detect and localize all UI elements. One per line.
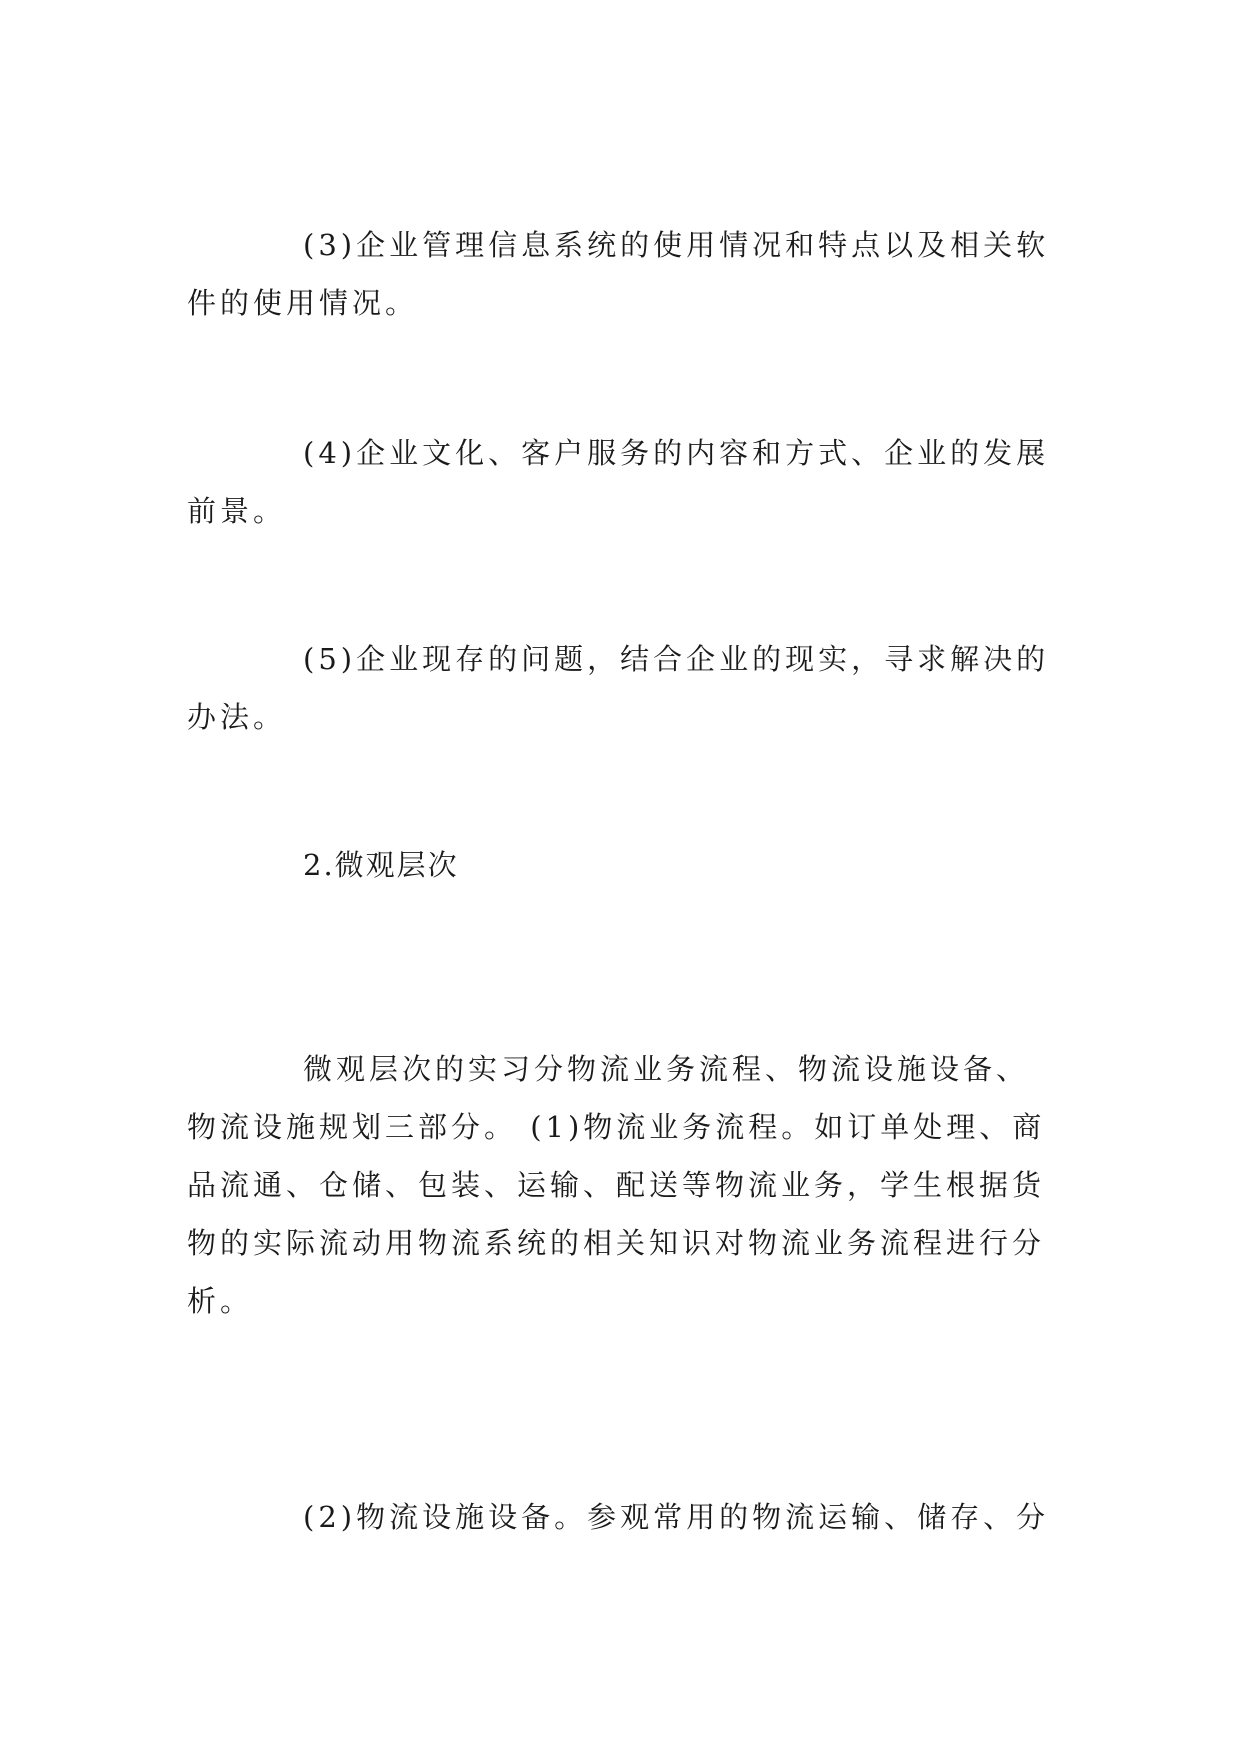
paragraph-item-5: (5)企业现存的问题，结合企业的现实，寻求解决的办法。	[187, 642, 1050, 734]
paragraph-facilities: (2)物流设施设备。参观常用的物流运输、储存、分	[303, 1500, 1050, 1534]
paragraph-item-4: (4)企业文化、客户服务的内容和方式、企业的发展前景。	[187, 436, 1050, 528]
paragraph-item-3: (3)企业管理信息系统的使用情况和特点以及相关软件的使用情况。	[187, 228, 1050, 320]
section-heading: 2.微观层次	[303, 848, 459, 882]
paragraph-micro-intro: 微观层次的实习分物流业务流程、物流设施设备、物流设施规划三部分。 (1)物流业务流程。如订单处理、商品流通、仓储、包装、运输、配送等物流业务，学生根据货物的实际流动用物流系统的相关知识对物流业务流程进行分析。	[187, 1052, 1046, 1318]
